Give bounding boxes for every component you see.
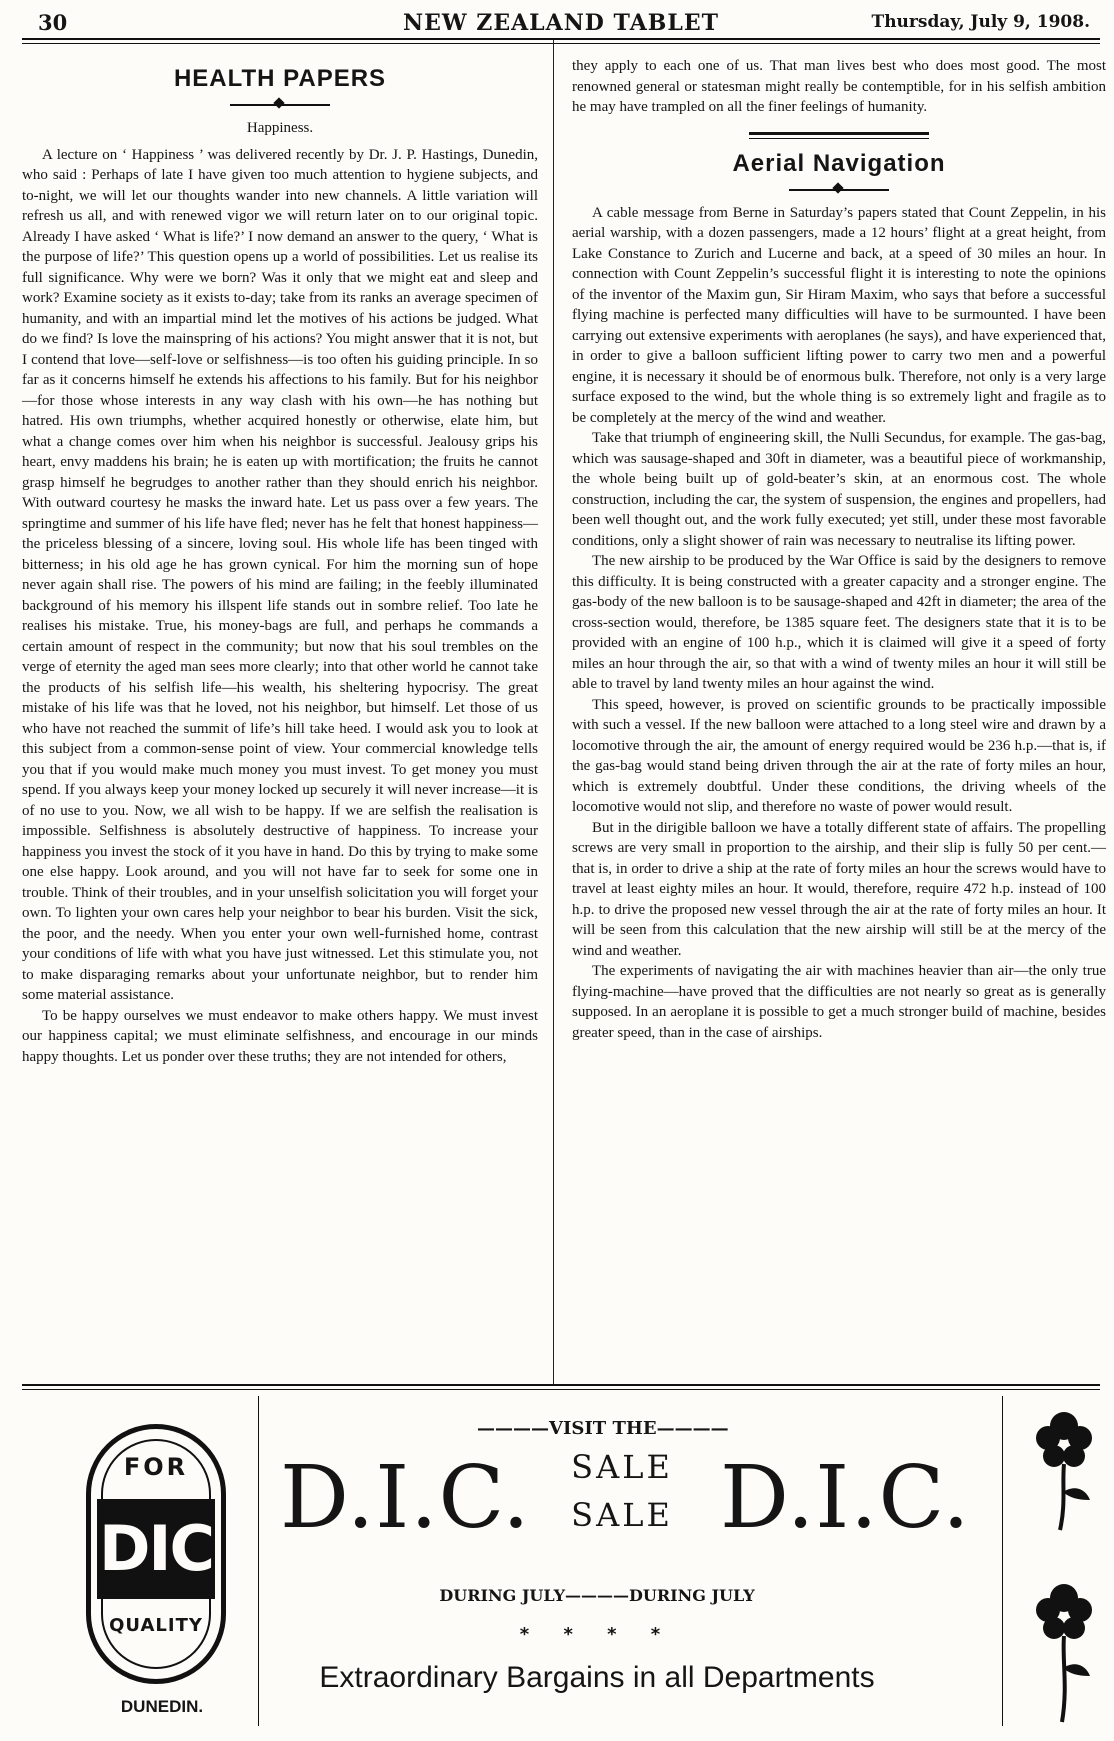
brand-left: D.I.C. xyxy=(280,1448,531,1548)
stars-ornament: * * * * xyxy=(519,1624,675,1645)
article-paragraph: This speed, however, is proved on scientific grounds to be practically impossible with such a vessel. If the new balloon were attached to a long steel wire and drawn by a locomotive through the air, the amount of energy required would be 236 h.p.—that is, if the gas-bag would stand being driven through the air at the rate of forty miles an hour, which is extremely doubtful. Under these conditions, the driving wheels of the locomotive would not slip, and therefore no waste of power would result. xyxy=(572,696,1106,815)
article-paragraph: The experiments of navigating the air with machines heavier than air—the only true flying-machine—have proved that the difficulties are not nearly so great as is generally supposed. In an aeroplane it is possible to get a much stronger build of machine, besides greater speed, than in the case of airships. xyxy=(572,963,1106,1041)
section-title-health-papers: HEALTH PAPERS xyxy=(173,65,387,92)
flower-ornament-icon xyxy=(1032,1404,1096,1534)
brand-right: D.I.C. xyxy=(720,1448,971,1548)
article-paragraph: The new airship to be produced by the War Office is said by the designers to remove this difficulty. It is being constructed with a greater capacity and a stronger engine. The gas-body of the new balloon is to be sausage-shaped and 42ft in diameter; the area of the cross-section would, therefore, be 1385 square feet. The designers state that it is to be provided with an engine of 100 h.p., which it is claimed will give it a speed of forty miles an hour through the air, so that with a wind of twenty miles an hour it will still be able to travel by land twenty miles an hour against the wind. xyxy=(572,553,1106,692)
page-header xyxy=(22,10,1100,36)
dic-badge xyxy=(72,1424,252,1724)
visit-the-text: ————VISIT THE———— xyxy=(477,1418,729,1439)
left-column xyxy=(22,56,538,1067)
advert-rule xyxy=(22,1384,1100,1390)
bargains-text: Extraordinary Bargains in all Departments xyxy=(319,1661,875,1694)
ornament-divider xyxy=(789,183,889,195)
issue-date: Thursday, July 9, 1908. xyxy=(871,12,1090,32)
masthead: NEW ZEALAND TABLET xyxy=(403,10,719,36)
article-paragraph: A cable message from Berne in Saturday’s papers stated that Count Zeppelin, in his aerial warship, with a dozen passengers, made a 12 hours’ flight at a great height, from Lake Constance to Zurich and Lucerne and back, at a speed of 30 miles an hour. In connection with Count Zeppelin’s successful flight it is interesting to note the opinions of the inventor of the Maxim gun, Sir Hiram Maxim, who says that before a successful flying machine is perfected many difficulties will have to be surmounted. I have been carrying out extensive experiments with aeroplanes (he says), and have experienced that, in order to give a balloon sufficient lifting power to carry two men and a powerful engine, it is necessary it should be of enormous bulk. Therefore, not only is a very large surface exposed to the wind, but the whole thing is so extremely light and fragile as to be completely at the mercy of the wind and weather. xyxy=(572,204,1106,426)
badge-text-for: FOR xyxy=(123,1453,189,1481)
column-divider xyxy=(553,40,554,1384)
right-column xyxy=(572,56,1106,1043)
header-rule xyxy=(22,38,1100,44)
dic-advertisement xyxy=(22,1396,1100,1741)
advert-divider-left xyxy=(258,1396,259,1726)
article-continuation: they apply to each one of us. That man lives best who does most good. The most renowned general or statesman might really be contemptible, for in his selfish ambition he may have trampled on all the finer feelings of humanity. xyxy=(572,58,1106,115)
ornament-divider xyxy=(230,98,330,110)
article-subtitle: Happiness. xyxy=(246,120,314,136)
article-paragraph: To be happy ourselves we must endeavor to make others happy. We must invest our happiness capital; we must eliminate selfishness, and encourage in our minds happy thoughts. Let us ponder over these truths; they are not intended for others, xyxy=(22,1007,538,1065)
during-july-text: DURING JULY————DURING JULY xyxy=(439,1586,755,1605)
advert-divider-right xyxy=(1002,1396,1003,1726)
section-rule xyxy=(749,132,929,139)
badge-text-quality: QUALITY xyxy=(109,1615,203,1636)
article-paragraph: Take that triumph of engineering skill, the Nulli Secundus, for example. The gas-bag, which was sausage-shaped and 30ft in diameter, was a beautiful piece of workmanship, the whole being built up of gold-beater’s skin, at an enormous cost. The whole construction, including the car, the system of suspension, the engines and propellers, had been well thought out, and the work fully executed; yet still, under these most favorable conditions, only a slight shower of rain was necessary to neutralise its lifting power. xyxy=(572,430,1106,549)
section-title-aerial-navigation: Aerial Navigation xyxy=(732,149,946,177)
sale-text-2: SALE xyxy=(571,1496,673,1534)
badge-outline xyxy=(86,1424,226,1684)
article-paragraph: But in the dirigible balloon we have a totally different state of affairs. The propelling screws are very small in proportion to the airship, and their slip is fully 50 per cent.—that is, in order to drive a ship at the rate of forty miles an hour the screws would have to travel at least eighty miles an hour. It would, therefore, require 472 h.p. instead of 100 h.p. to drive the proposed new vessel through the air at the rate of forty miles an hour. It will be seen from this calculation that the new airship will still be at the mercy of the wind and weather. xyxy=(572,819,1106,959)
sale-text-1: SALE xyxy=(571,1448,673,1486)
flower-ornament-icon xyxy=(1032,1576,1096,1726)
badge-city: DUNEDIN. xyxy=(120,1697,204,1716)
badge-text-dic: DIC xyxy=(97,1499,215,1599)
page-number: 30 xyxy=(38,10,68,35)
article-paragraph: A lecture on ‘ Happiness ’ was delivered recently by Dr. J. P. Hastings, Dunedin, who said : Perhaps of late I have given too much attention to hygiene subjects, and to-night, we will let our thoughts wander into new channels. A little variation will refresh us all, and with renewed vigor we will return later on to our original topic. Already I have asked ‘ What is life?’ I now demand an answer to the query, ‘ What is the purpose of life?’ This question opens up a world of possibilities. Let us realise its full significance. Why were we born? Was it only that we might eat and sleep and work? Examine society as it exists to-day; take from its ranks an average specimen of humanity, and with an impartial mind let the motives of his actions be judged. What do we find? Is love the mainspring of his actions? You might answer that it is not, but I contend that love—self-love or selfishness—is too often his guiding principle. In so far as it concerns himself he extends his affections to his family. But for his neighbor—for those whose interests in any way clash with his own—he has nothing but hatred. His own triumphs, whether acquired honestly or otherwise, elate him, but what a change comes over him when his neighbor is successful. Jealousy grips his heart, envy maddens his brain; he is eaten up with mortification; the fruits he cannot grasp himself he begrudges to another rather than they should enrich his neighbor. With outward courtesy he masks the inward hate. Let us pass over a few years. The springtime and summer of his life have fled; never has he felt that honest happiness—the priceless blessing of a sincere, loving soul. His whole life has been tinged with bitterness; in his old age he has grown cynical. For him the morning sun of hope never again shall rise. The powers of his mind are failing; in the feebly illuminated background of his memory his illspent life stands out in sombre relief. Too late he realises his mistake. True, his money-bags are full, and perhaps he commands a certain amount of respect in the community; but now that his soul trembles on the verge of eternity the aged man sees more clearly; into that other world he cannot take the products of his selfish life—his wealth, his sheltering hypocrisy. The great mistake of his life was that he loved, not his neighbor, but himself. Let those of us who have not reached the summit of life’s hill take heed. I would ask you to look at this subject from a common-sense point of view. Your commercial knowledge tells you that if you would make much money you must invest. To get money you must spend. If you always keep your money locked up securely it will never increase—it is of no use to you. Now, we all wish to be happy. If we are selfish the realisation is impossible. Selfishness is absolutely destructive of happiness. To increase your happiness you invest the stock of it you have in hand. Do this by trying to make some one else happy. Look around, and you will not have far to seek for some one in trouble. Think of their troubles, and in your unselfish solicitation you will forget your own. To lighten your own cares help your neighbor to bear his burden. Visit the sick, the poor, and the needy. When you enter your own well-furnished home, contrast your conditions of life with what you have just witnessed. Let this stimulate you, not to make disparaging remarks about your unfortunate neighbor, but to render him some material assistance. xyxy=(22,146,538,1003)
